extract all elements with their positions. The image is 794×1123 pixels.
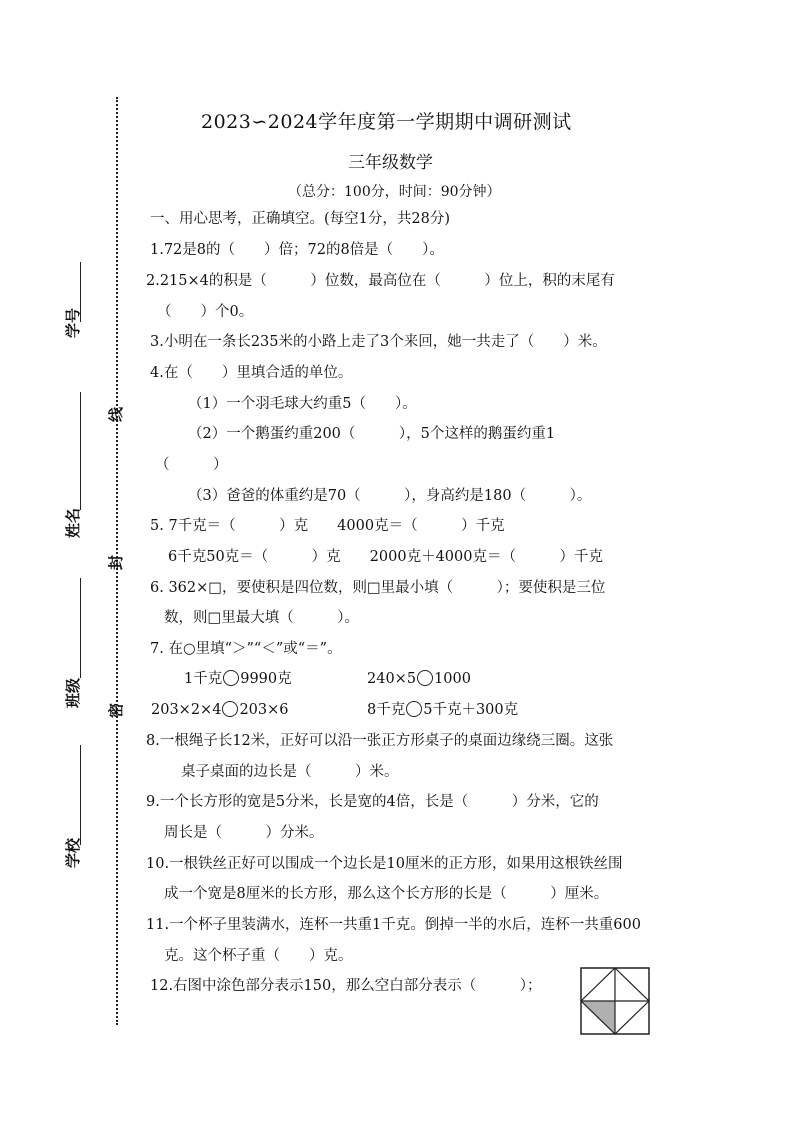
label-xingming: 姓名 (64, 507, 82, 538)
question-5-line2: 6千克50克＝（ ）克 2000克＋4000克＝（ ）千克 (168, 549, 603, 565)
question-2-line2: （ ）个0。 (157, 304, 254, 320)
question-8-line1: 8.一根绳子长12米，正好可以沿一张正方形桌子的桌面边缘绕三圈。这张 (146, 733, 614, 749)
question-4-2-cont: （ ） (155, 457, 228, 473)
xuehao-blank[interactable] (80, 262, 81, 322)
q7-item-c (151, 701, 289, 719)
seal-feng: 封 (107, 554, 126, 571)
question-8-line2: 桌子桌面的边长是（ ）米。 (181, 764, 399, 780)
question-6-line1: 6. 362×□，要使积是四位数，则□里最小填（ ）；要使积是三位 (150, 580, 606, 596)
seal-mi: 密 (107, 702, 126, 719)
question-4: 4.在（ ）里填合适的单位。 (150, 365, 353, 381)
question-3: 3.小明在一条长235米的小路上走了3个来回，她一共走了（ ）米。 (150, 334, 607, 350)
page-subtitle: 三年级数学 (348, 153, 433, 173)
question-5-line1: 5. 7千克＝（ ）克 4000克＝（ ）千克 (150, 518, 505, 534)
q7-a-left: 1千克 (184, 671, 223, 687)
question-10-line2: 成一个宽是8厘米的长方形，那么这个长方形的长是（ ）厘米。 (164, 886, 609, 902)
question-9-line2: 周长是（ ）分米。 (164, 825, 324, 841)
label-xuehao: 学号 (64, 307, 82, 338)
q7-b-right: 1000 (434, 671, 471, 687)
xuexiao-blank[interactable] (80, 745, 81, 845)
q7-item-b (367, 670, 471, 688)
question-11-line2: 克。这个杯子重（ ）克。 (164, 948, 353, 964)
q7-item-a (184, 670, 292, 688)
question-7: 7. 在○里填“＞”“＜”或“＝”。 (150, 641, 342, 657)
question-9-line1: 9.一个长方形的宽是5分米，长是宽的4倍，长是（ ）分米，它的 (146, 794, 599, 810)
q7-b-left: 240×5 (367, 671, 417, 687)
compare-circle[interactable] (417, 670, 433, 686)
question-1: 1.72是8的（ ）倍；72的8倍是（ ）。 (150, 242, 444, 258)
question-12: 12.右图中涂色部分表示150，那么空白部分表示（ ）； (150, 978, 542, 994)
question-2-line1: 2.215×4的积是（ ）位数，最高位在（ ）位上，积的末尾有 (146, 273, 615, 289)
question-4-3: （3）爸爸的体重约是70（ ），身高约是180（ ）。 (188, 488, 592, 504)
compare-circle[interactable] (222, 701, 238, 717)
banji-blank[interactable] (80, 578, 81, 678)
question-6-line2: 数，则□里最大填（ ）。 (164, 610, 359, 626)
q7-d-right: 5千克＋300克 (423, 702, 519, 718)
label-xuexiao: 学校 (64, 837, 82, 868)
q7-c-right: 203×6 (239, 702, 289, 718)
seal-xian: 线 (107, 406, 126, 423)
question-10-line1: 10.一根铁丝正好可以围成一个边长是10厘米的正方形，如果用这根铁丝围 (146, 856, 623, 872)
q12-figure (580, 967, 650, 1035)
question-4-1: （1）一个羽毛球大约重5（ ）。 (188, 396, 417, 412)
compare-circle[interactable] (406, 701, 422, 717)
section-heading: 一、用心思考，正确填空。(每空1分，共28分) (150, 211, 450, 227)
question-11-line1: 11.一个杯子里装满水，连杯一共重1千克。倒掉一半的水后，连杯一共重600 (146, 917, 641, 933)
q7-a-right: 9990克 (240, 671, 292, 687)
label-banji: 班级 (64, 677, 82, 708)
xingming-blank[interactable] (80, 392, 81, 510)
page-title: 2023∽2024学年度第一学期期中调研测试 (201, 111, 572, 133)
q7-c-left: 203×2×4 (151, 702, 222, 718)
q7-item-d (367, 701, 518, 719)
compare-circle[interactable] (223, 670, 239, 686)
q7-d-left: 8千克 (367, 702, 406, 718)
exam-meta: （总分：100分，时间：90分钟） (288, 184, 501, 200)
question-4-2: （2）一个鹅蛋约重200（ ），5个这样的鹅蛋约重1 (188, 426, 556, 442)
